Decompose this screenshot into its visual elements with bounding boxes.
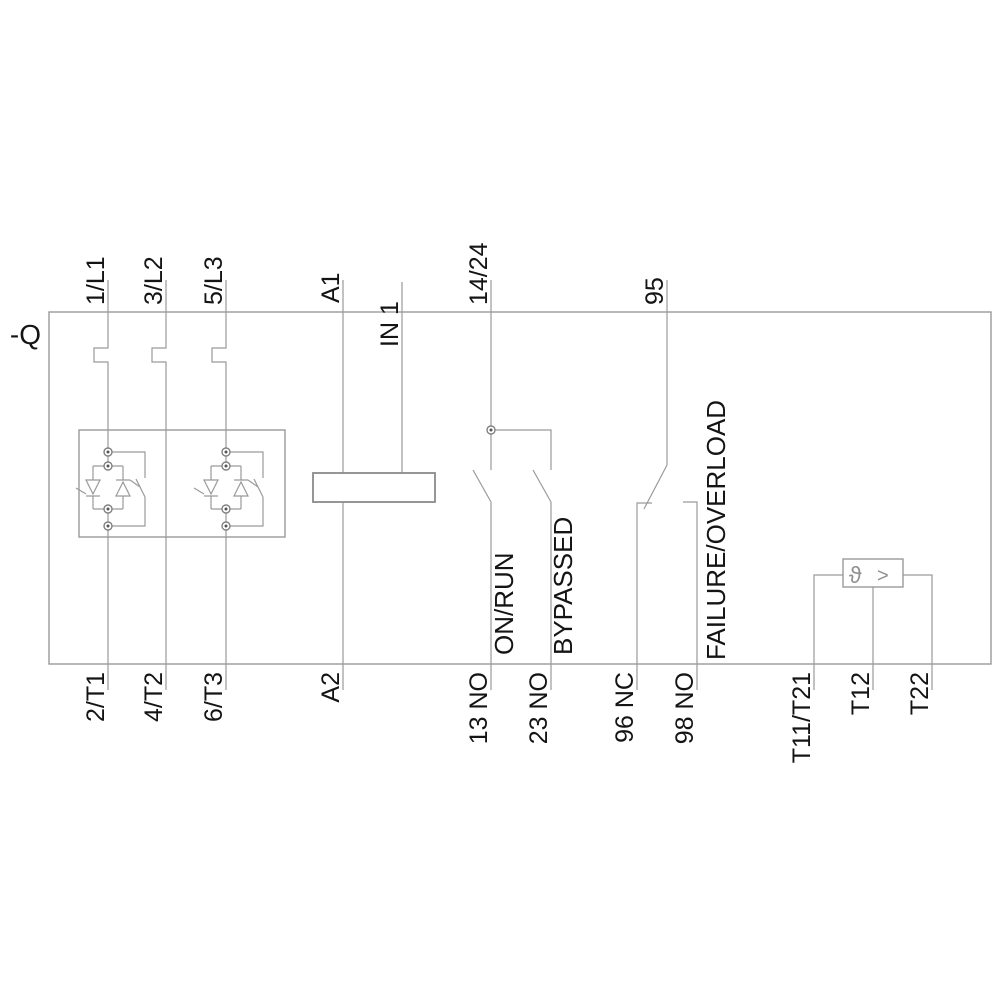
terminal-label-t11t21: T11/T21: [788, 672, 816, 764]
control-supply-branch: [313, 280, 435, 690]
terminal-label-a2: A2: [317, 672, 345, 703]
terminal-label-2t1: 2/T1: [82, 672, 110, 723]
control-unit-block: [313, 473, 435, 502]
thermistor-input: [814, 559, 932, 690]
label-on-run: ON/RUN: [489, 552, 519, 655]
phase-l3-conductor: [212, 280, 226, 690]
comparator-symbol: >: [877, 565, 889, 587]
terminal-label-96nc: 96 NC: [611, 672, 639, 743]
thyristor-up-l1: [116, 482, 130, 496]
terminal-label-5l3: 5/L3: [200, 256, 228, 305]
device-enclosure-outline: [49, 312, 991, 664]
function-labels: [489, 400, 731, 660]
device-tag: -Q: [9, 319, 41, 350]
thyristor-down-l3: [204, 480, 218, 494]
terminal-label-6t3: 6/T3: [200, 672, 228, 723]
theta-symbol: ϑ: [849, 562, 862, 588]
terminal-label-1l1: 1/L1: [82, 256, 110, 305]
phase-l1-conductor: [94, 280, 108, 690]
terminal-label-98no: 98 NO: [671, 672, 699, 745]
thyristor-up-l3: [234, 482, 248, 496]
terminal-label-in1: IN 1: [376, 301, 404, 347]
label-bypassed: BYPASSED: [548, 516, 578, 655]
thyristor-down-l1: [86, 480, 100, 494]
thyristor-section-box: [79, 430, 285, 537]
t11-t21-lead: [814, 575, 843, 690]
terminal-label-1424: 14/24: [465, 242, 493, 305]
failure-overload-changeover-contact: [637, 280, 697, 690]
terminal-label-23no: 23 NO: [525, 672, 553, 745]
thyristor-pair-l1: [76, 448, 145, 530]
terminal-label-t22: T22: [906, 672, 934, 716]
top-terminal-labels: [82, 242, 669, 347]
thyristor-pair-l3: [194, 448, 263, 530]
common-95-lead: [644, 280, 667, 509]
terminal-label-95: 95: [641, 277, 669, 305]
bottom-terminal-labels: [82, 672, 934, 763]
phase-l2-conductor: [152, 280, 166, 690]
terminal-label-13no: 13 NO: [465, 672, 493, 745]
nc-96-lead: [637, 503, 652, 690]
no-98-lead: [683, 502, 697, 690]
terminal-label-t12: T12: [847, 672, 875, 716]
terminal-label-3l2: 3/L2: [140, 256, 168, 305]
terminal-label-a1: A1: [317, 272, 345, 303]
terminal-label-4t2: 4/T2: [140, 672, 168, 723]
label-failure-overload: FAILURE/OVERLOAD: [701, 399, 731, 660]
